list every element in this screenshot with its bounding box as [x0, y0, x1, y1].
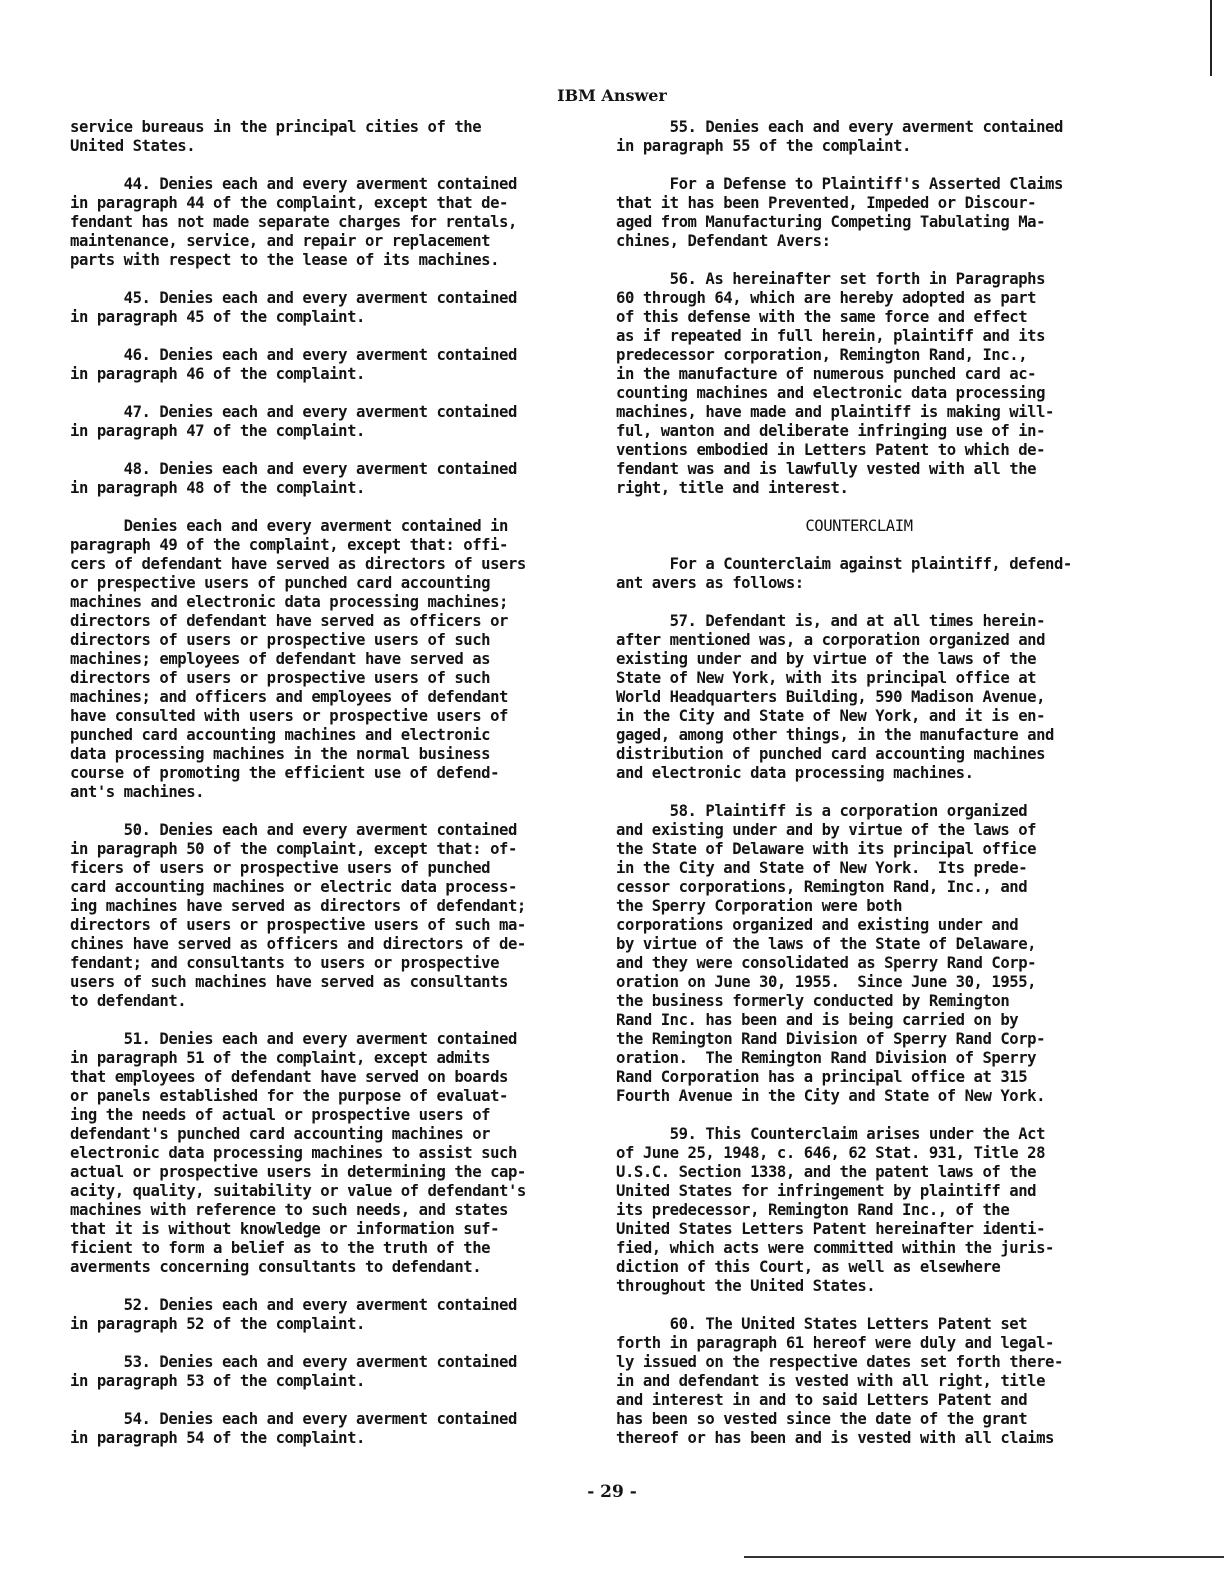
paragraph-51: 51. Denies each and every averment contained in paragraph 51 of the complaint, except admits that employees of defendant have served on boards or panels established for the purpose of evaluat- ing the needs of actual or prospective users of defendant's punched card accounting machines or electronic data processing machines to assist such actual or prospective users in determining the cap- acity, quality, suitability or value of defendant's machines with reference to such needs, and states that it is without knowledge or information suf- ficient to form a belief as to the truth of the averments concerning consultants to defendant.: [70, 1030, 526, 1276]
page-number: - 29 -: [587, 1482, 637, 1502]
paragraph-60: 60. The United States Letters Patent set forth in paragraph 61 hereof were duly and legal- ly issued on the respective dates set forth there- in and defendant is vested with all right, title and interest in and to said Letters Patent and has been so vested since the date of the grant thereof or has been and is vested with all claims: [616, 1315, 1063, 1447]
paragraph-59: 59. This Counterclaim arises under the Act of June 25, 1948, c. 646, 62 Stat. 931, Title 28 U.S.C. Section 1338, and the patent laws of the United States for infringement by plaintiff and its predecessor, Remington Rand Inc., of the United States Letters Patent hereinafter identi- fied, which acts were committed within the juris- diction of this Court, as well as elsewhere throughout the United States.: [616, 1125, 1054, 1295]
scan-edge-line: [1210, 0, 1212, 76]
left-column: [70, 118, 560, 1467]
paragraph-52: 52. Denies each and every averment contained in paragraph 52 of the complaint.: [70, 1296, 517, 1333]
paragraph-44: 44. Denies each and every averment contained in paragraph 44 of the complaint, except that de- fendant has not made separate charges for rentals, maintenance, service, and repair or replacement parts with respect to the lease of its machines.: [70, 175, 517, 269]
bottom-rule: [744, 1556, 1224, 1558]
paragraph-54: 54. Denies each and every averment contained in paragraph 54 of the complaint.: [70, 1410, 517, 1447]
paragraph-48: 48. Denies each and every averment contained in paragraph 48 of the complaint.: [70, 460, 517, 497]
right-column: [616, 118, 1102, 1467]
paragraph-58: 58. Plaintiff is a corporation organized and existing under and by virtue of the laws of the State of Delaware with its principal office in the City and State of New York. Its prede- cessor corporations, Remington Rand, Inc., and the Sperry Corporation were both corporations organized and existing under and by virtue of the laws of the State of Delaware, and they were consolidated as Sperry Rand Corp- oration on June 30, 1955. Since June 30, 1955, the business formerly conducted by Remington Rand Inc. has been and is being carried on by the Remington Rand Division of Sperry Rand Corp- oration. The Remington Rand Division of Sperry Rand Corporation has a principal office at 315 Fourth Avenue in the City and State of New York.: [616, 802, 1046, 1105]
defense-intro: For a Defense to Plaintiff's Asserted Claims that it has been Prevented, Impeded or Discour- aged from Manufacturing Competing Tabulating Ma- chines, Defendant Avers:: [616, 175, 1063, 250]
paragraph-53: 53. Denies each and every averment contained in paragraph 53 of the complaint.: [70, 1353, 517, 1390]
page-header: IBM Answer: [557, 86, 667, 105]
paragraph-46: 46. Denies each and every averment contained in paragraph 46 of the complaint.: [70, 346, 517, 383]
paragraph-47: 47. Denies each and every averment contained in paragraph 47 of the complaint.: [70, 403, 517, 440]
paragraph-57: 57. Defendant is, and at all times herein- after mentioned was, a corporation organized and existing under and by virtue of the laws of the State of New York, with its principal office at World Headquarters Building, 590 Madison Avenue, in the City and State of New York, and it is en- gaged, among other things, in the manufacture and distribution of punched card accounting machines and electronic data processing machines.: [616, 612, 1054, 782]
paragraph-56: 56. As hereinafter set forth in Paragraphs 60 through 64, which are hereby adopted as part of this defense with the same force and effect as if repeated in full herein, plaintiff and its predecessor corporation, Remington Rand, Inc., in the manufacture of numerous punched card ac- counting machines and electronic data processing machines, have made and plaintiff is making will- ful, wanton and deliberate infringing use of in- ventions embodied in Letters Patent to which de- fendant was and is lawfully vested with all the right, title and interest.: [616, 270, 1054, 497]
counterclaim-heading: COUNTERCLAIM: [805, 517, 913, 535]
paragraph-45: 45. Denies each and every averment contained in paragraph 45 of the complaint.: [70, 289, 517, 326]
paragraph-43-continued: service bureaus in the principal cities of the United States.: [70, 118, 482, 155]
counterclaim-intro: For a Counterclaim against plaintiff, defend- ant avers as follows:: [616, 555, 1072, 592]
paragraph-55: 55. Denies each and every averment contained in paragraph 55 of the complaint.: [616, 118, 1063, 155]
paragraph-49: Denies each and every averment contained in paragraph 49 of the complaint, except that: offi- cers of defendant have served as directors of users or prespective users of punched card accounting machines and electronic data processing machines; directors of defendant have served as officers or directors of users or prospective users of such machines; employees of defendant have served as directors of users or prospective users of such machines; and officers and employees of defendant have consulted with users or prospective users of punched card accounting machines and electronic data processing machines in the normal business course of promoting the efficient use of defend- ant's machines.: [70, 517, 526, 801]
paragraph-50: 50. Denies each and every averment contained in paragraph 50 of the complaint, except that: of- ficers of users or prospective users of punched card accounting machines or electric data process- ing machines have served as directors of defendant; directors of users or prospective users of such ma- chines have served as officers and directors of de- fendant; and consultants to users or prospective users of such machines have served as consultants to defendant.: [70, 821, 526, 1010]
